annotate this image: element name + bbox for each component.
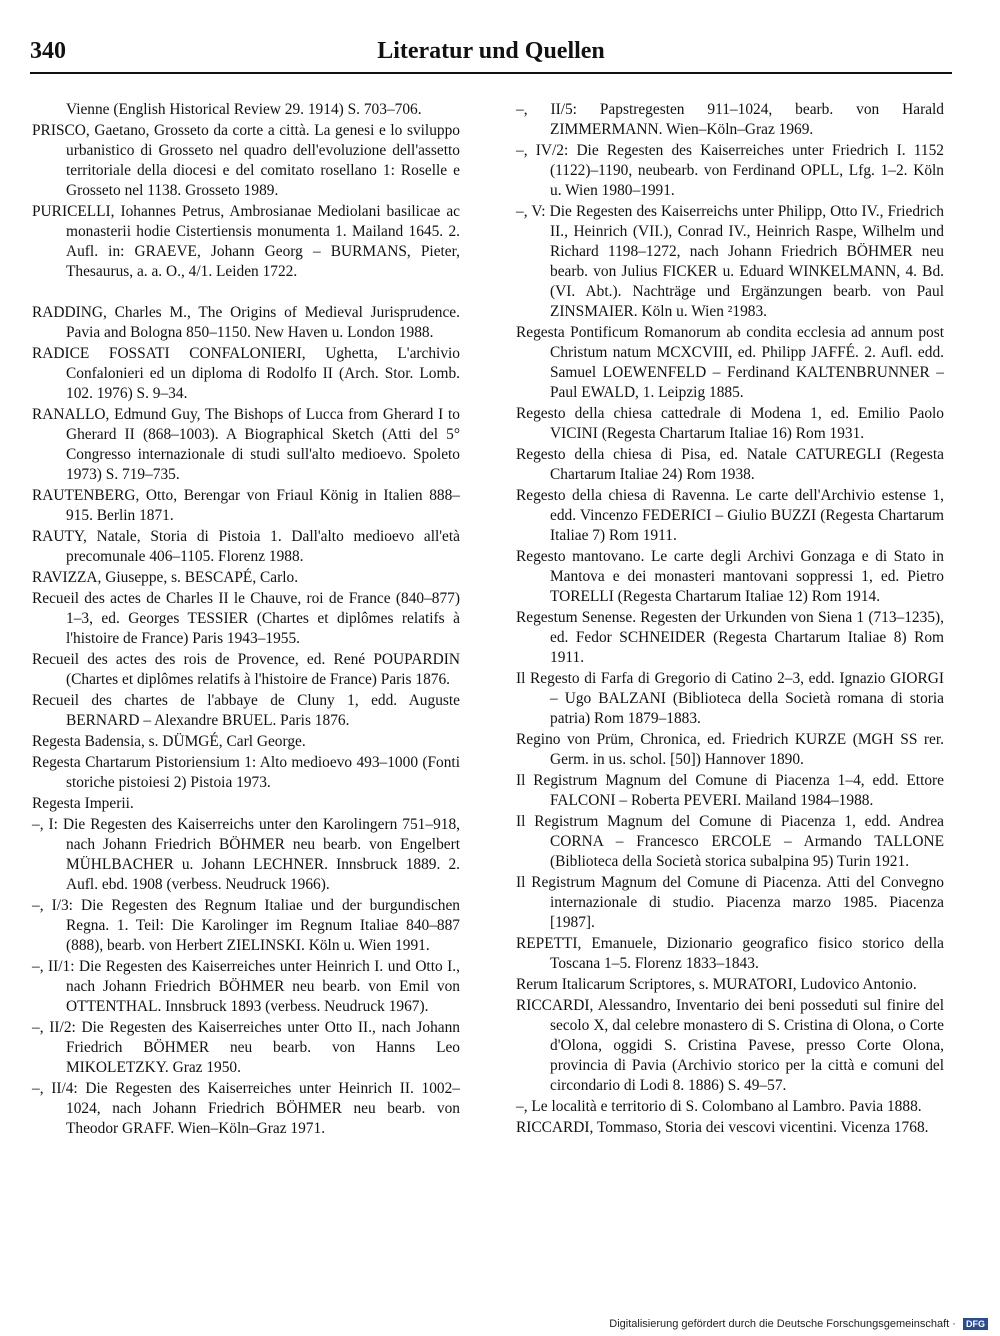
- section-gap: [32, 283, 460, 303]
- bibliography-entry: RICCARDI, Tommaso, Storia dei vescovi vicentini. Vicenza 1768.: [516, 1119, 929, 1136]
- bibliography-entry: RANALLO, Edmund Guy, The Bishops of Lucca from Gherard I to Gherard II (868–1003). A Biographical Sketch (Atti del 5° Congresso internazionale di studi sull'alto medioevo. Spoleto 1973) S. 719–735.: [32, 406, 460, 483]
- bibliography-entry: Regino von Prüm, Chronica, ed. Friedrich KURZE (MGH SS rer. Germ. in us. schol. [50]) Hannover 1890.: [516, 731, 944, 768]
- bibliography-entry: –, II/5: Papstregesten 911–1024, bearb. von Harald ZIMMERMANN. Wien–Köln–Graz 1969.: [516, 101, 944, 138]
- bibliography-entry: Il Registrum Magnum del Comune di Piacenza 1, edd. Andrea CORNA – Francesco ERCOLE – Armando TALLONE (Biblioteca della Società storica subalpina 95) Turin 1921.: [516, 813, 944, 870]
- page-number: 340: [30, 38, 66, 64]
- bibliography-entry: –, II/2: Die Regesten des Kaiserreiches unter Otto II., nach Johann Friedrich BÖHMER neu bearb. von Hanns Leo MIKOLETZKY. Graz 1950.: [32, 1019, 460, 1076]
- bibliography-entry: –, Le località e territorio di S. Colombano al Lambro. Pavia 1888.: [516, 1098, 922, 1115]
- bibliography-entry: RADICE FOSSATI CONFALONIERI, Ughetta, L'archivio Confalonieri ed un diploma di Rodolfo II (Arch. Stor. Lomb. 102. 1976) S. 9–34.: [32, 345, 460, 402]
- bibliography-entry: –, V: Die Regesten des Kaiserreichs unter Philipp, Otto IV., Friedrich II., Heinrich (VII.), Conrad IV., Heinrich Raspe, Wilhelm und Richard 1198–1272, nach Johann Friedrich BÖHMER neu bearb. von Julius FICKER u. Eduard WINKELMANN, 4. Bd. (VI. Abt.). Nachträge und Ergänzungen bearb. von Paul ZINSMAIER. Köln u. Wien ²1983.: [516, 203, 944, 320]
- bibliography-entry: Vienne (English Historical Review 29. 1914) S. 703–706.: [66, 101, 422, 118]
- bibliography-entry: Regesto della chiesa di Pisa, ed. Natale CATUREGLI (Regesta Chartarum Italiae 24) Rom 1938.: [516, 446, 944, 483]
- bibliography-entry: RICCARDI, Alessandro, Inventario dei beni posseduti sul finire del secolo X, dal celebre monastero di S. Cristina di Olona, o Corte d'Olona, oggidi S. Cristina Pavese, presso Corte Olona, provincia di Pavia (Archivio storico per la città e comuni del circondario di Lodi 8. 1886) S. 49–57.: [516, 997, 944, 1094]
- bibliography-entry: PURICELLI, Iohannes Petrus, Ambrosianae Mediolani basilicae ac monasterii hodie Cistertiensis monumenta 1. Mailand 1645. 2. Aufl. in: GRAEVE, Johann Georg – BURMANS, Pieter, Thesaurus, a. a. O., 4/1. Leiden 1722.: [32, 203, 460, 280]
- header-rule: [30, 72, 952, 74]
- bibliography-entry: Regesto mantovano. Le carte degli Archivi Gonzaga e di Stato in Mantova e dei monasteri mantovani soppressi 1, ed. Pietro TORELLI (Regesta Chartarum Italiae 12) Rom 1914.: [516, 548, 944, 605]
- running-title: Literatur und Quellen: [377, 38, 605, 64]
- bibliography-entry: Regesta Imperii.: [32, 795, 134, 812]
- bibliography-entry: RAUTY, Natale, Storia di Pistoia 1. Dall'alto medioevo all'età precomunale 406–1105. Florenz 1988.: [32, 528, 460, 565]
- bibliography-entry: Recueil des chartes de l'abbaye de Cluny 1, edd. Auguste BERNARD – Alexandre BRUEL. Paris 1876.: [32, 692, 460, 729]
- bibliography-entry: Regesto della chiesa di Ravenna. Le carte dell'Archivio estense 1, edd. Vincenzo FEDERICI – Giulio BUZZI (Regesta Chartarum Italiae 7) Rom 1911.: [516, 487, 944, 544]
- bibliography-entry: –, I/3: Die Regesten des Regnum Italiae und der burgundischen Regna. 1. Teil: Die Karolinger im Regnum Italiae 840–887 (888), bearb. von Herbert ZIELINSKI. Köln u. Wien 1991.: [32, 897, 460, 954]
- bibliography-entry: Regesta Chartarum Pistoriensium 1: Alto medioevo 493–1000 (Fonti storiche pistoiesi 2) Pistoia 1973.: [32, 754, 460, 791]
- bibliography-entry: Regesto della chiesa cattedrale di Modena 1, ed. Emilio Paolo VICINI (Regesta Chartarum Italiae 16) Rom 1931.: [516, 405, 944, 442]
- bibliography-entry: Recueil des actes de Charles II le Chauve, roi de France (840–877) 1–3, ed. Georges TESSIER (Chartes et diplômes relatifs à l'histoire de France) Paris 1943–1955.: [32, 590, 460, 647]
- bibliography-entry: Rerum Italicarum Scriptores, s. MURATORI, Ludovico Antonio.: [516, 976, 917, 993]
- bibliography-entry: –, I: Die Regesten des Kaiserreichs unter den Karolingern 751–918, nach Johann Friedrich BÖHMER neu bearb. von Engelbert MÜHLBACHER u. Johann LECHNER. Innsbruck 1889. 2. Aufl. ebd. 1908 (verbess. Neudruck 1966).: [32, 816, 460, 893]
- bibliography-entry: –, II/1: Die Regesten des Kaiserreiches unter Heinrich I. und Otto I., nach Johann Friedrich BÖHMER neu bearb. von Emil von OTTENTHAL. Innsbruck 1893 (verbess. Neudruck 1967).: [32, 958, 460, 1015]
- bibliography-entry: PRISCO, Gaetano, Grosseto da corte a città. La genesi e lo sviluppo urbanistico di Grosseto nel quadro dell'evoluzione dell'assetto territoriale della diocesi e del comitato rosellano 1: Roselle e Grosseto nel 1138. Grosseto 1989.: [32, 122, 460, 199]
- dfg-logo: DFG: [963, 1318, 988, 1330]
- bibliography-entry: RAUTENBERG, Otto, Berengar von Friaul König in Italien 888–915. Berlin 1871.: [32, 487, 460, 524]
- bibliography-entry: Il Regesto di Farfa di Gregorio di Catino 2–3, edd. Ignazio GIORGI – Ugo BALZANI (Biblioteca della Società romana di storia patria) Rom 1879–1883.: [516, 670, 944, 727]
- bibliography-entry: Regestum Senense. Regesten der Urkunden von Siena 1 (713–1235), ed. Fedor SCHNEIDER (Regesta Chartarum Italiae 8) Rom 1911.: [516, 609, 944, 666]
- bibliography-entry: –, IV/2: Die Regesten des Kaiserreiches unter Friedrich I. 1152 (1122)–1190, neubearb. von Ferdinand OPLL, Lfg. 1–2. Köln u. Wien 1980–1991.: [516, 142, 944, 199]
- bibliography-entry: Regesta Pontificum Romanorum ab condita ecclesia ad annum post Christum natum MCXCVIII, ed. Philipp JAFFÉ. 2. Aufl. edd. Samuel LOEWENFELD – Ferdinand KALTENBRUNNER – Paul EWALD, 1. Leipzig 1885.: [516, 324, 944, 401]
- bibliography-entry: RAVIZZA, Giuseppe, s. BESCAPÉ, Carlo.: [32, 569, 299, 586]
- bibliography-entry: REPETTI, Emanuele, Dizionario geografico fisico storico della Toscana 1–5. Florenz 1833–1843.: [516, 935, 944, 972]
- footer: [609, 1318, 988, 1330]
- right-column: [516, 100, 944, 1139]
- bibliography-entry: RADDING, Charles M., The Origins of Medieval Jurisprudence. Pavia and Bologna 850–1150. New Haven u. London 1988.: [32, 304, 460, 341]
- bibliography-entry: Il Registrum Magnum del Comune di Piacenza 1–4, edd. Ettore FALCONI – Roberta PEVERI. Mailand 1984–1988.: [516, 772, 944, 809]
- bibliography-entry: Il Registrum Magnum del Comune di Piacenza. Atti del Convegno internazionale di studio. Piacenza marzo 1985. Piacenza [1987].: [516, 874, 944, 931]
- bibliography-entry: –, II/4: Die Regesten des Kaiserreiches unter Heinrich II. 1002–1024, nach Johann Friedrich BÖHMER neu bearb. von Theodor GRAFF. Wien–Köln–Graz 1971.: [32, 1080, 460, 1137]
- bibliography-entry: Recueil des actes des rois de Provence, ed. René POUPARDIN (Chartes et diplômes relatifs à l'histoire de France) Paris 1876.: [32, 651, 460, 688]
- footer-text: Digitalisierung gefördert durch die Deutsche Forschungsgemeinschaft ·: [609, 1317, 956, 1330]
- left-column: [32, 100, 460, 1140]
- page-header: [30, 38, 952, 70]
- bibliography-entry: Regesta Badensia, s. DÜMGÉ, Carl George.: [32, 733, 306, 750]
